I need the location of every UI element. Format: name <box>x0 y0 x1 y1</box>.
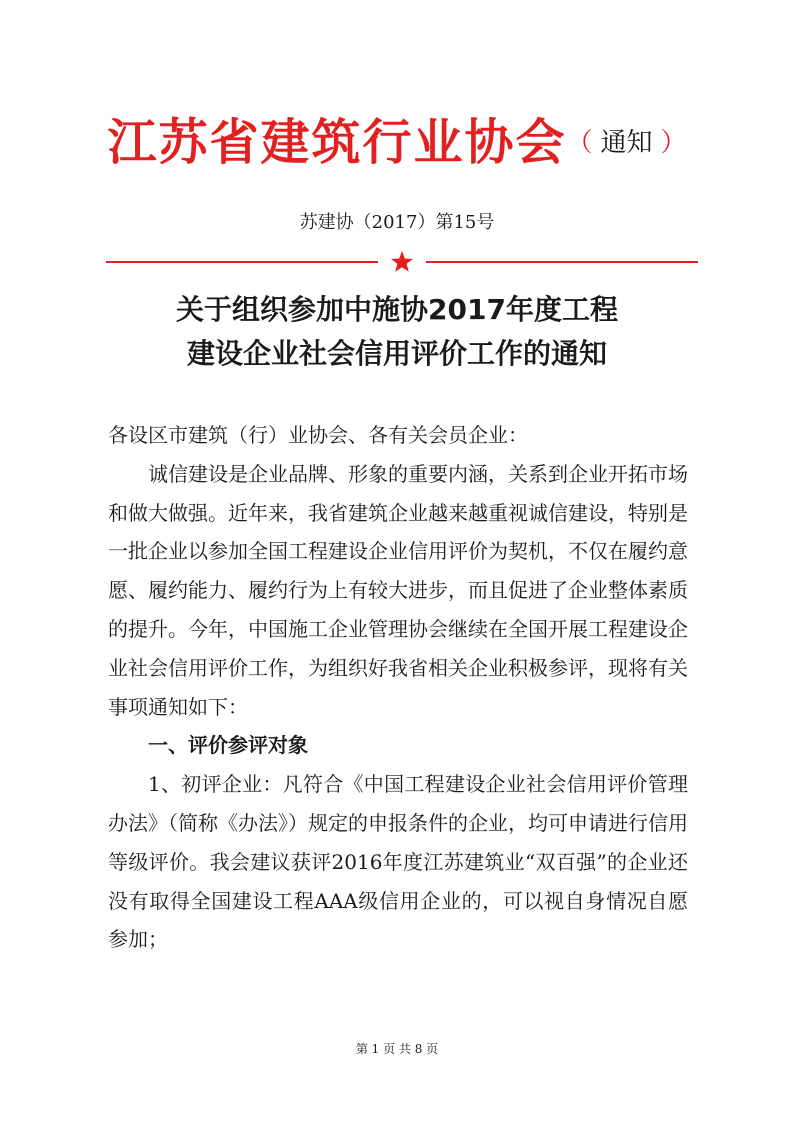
document-body <box>108 416 688 959</box>
paragraph: 诚信建设是企业品牌、形象的重要内涵，关系到企业开拓市场和做大做强。近年来，我省建筑企业越来越重视诚信建设，特别是一批企业以参加全国工程建设企业信用评价为契机，不仅在履约意愿、履约能力、履约行为上有较大进步，而且促进了企业整体素质的提升。今年，中国施工企业管理协会继续在全国开展工程建设企业社会信用评价工作，为组织好我省相关企业积极参评，现将有关事项通知如下： <box>108 461 688 719</box>
close-paren: ） <box>660 128 687 158</box>
letterhead <box>0 104 794 174</box>
salutation: 各设区市建筑（行）业协会、各有关会员企业： <box>108 423 528 447</box>
document-number: 苏建协（2017）第15号 <box>299 212 495 233</box>
document-title <box>0 288 794 376</box>
open-paren: （ <box>566 128 593 158</box>
star-icon <box>390 250 414 274</box>
divider-line-right <box>426 261 698 263</box>
divider-line-left <box>106 261 378 263</box>
title-line-2: 建设企业社会信用评价工作的通知 <box>186 337 607 370</box>
paragraph: 1、初评企业：凡符合《中国工程建设企业社会信用评价管理办法》（简称《办法》）规定的申报条件的企业，均可申请进行信用等级评价。我会建议获评2016年度江苏建筑业“双百强”的企业还没有取得全国建设工程AAA级信用企业的，可以视自身情况自愿参加； <box>108 772 688 952</box>
notice-type-label <box>566 128 686 158</box>
red-divider <box>106 250 698 274</box>
section-heading: 一、评价参评对象 <box>148 733 308 758</box>
title-line-1: 关于组织参加中施协2017年度工程 <box>176 293 618 326</box>
notice-type: 通知 <box>600 128 653 158</box>
page-footer: 第 1 页 共 8 页 <box>355 1042 439 1056</box>
org-name: 江苏省建筑行业协会 <box>107 113 567 171</box>
